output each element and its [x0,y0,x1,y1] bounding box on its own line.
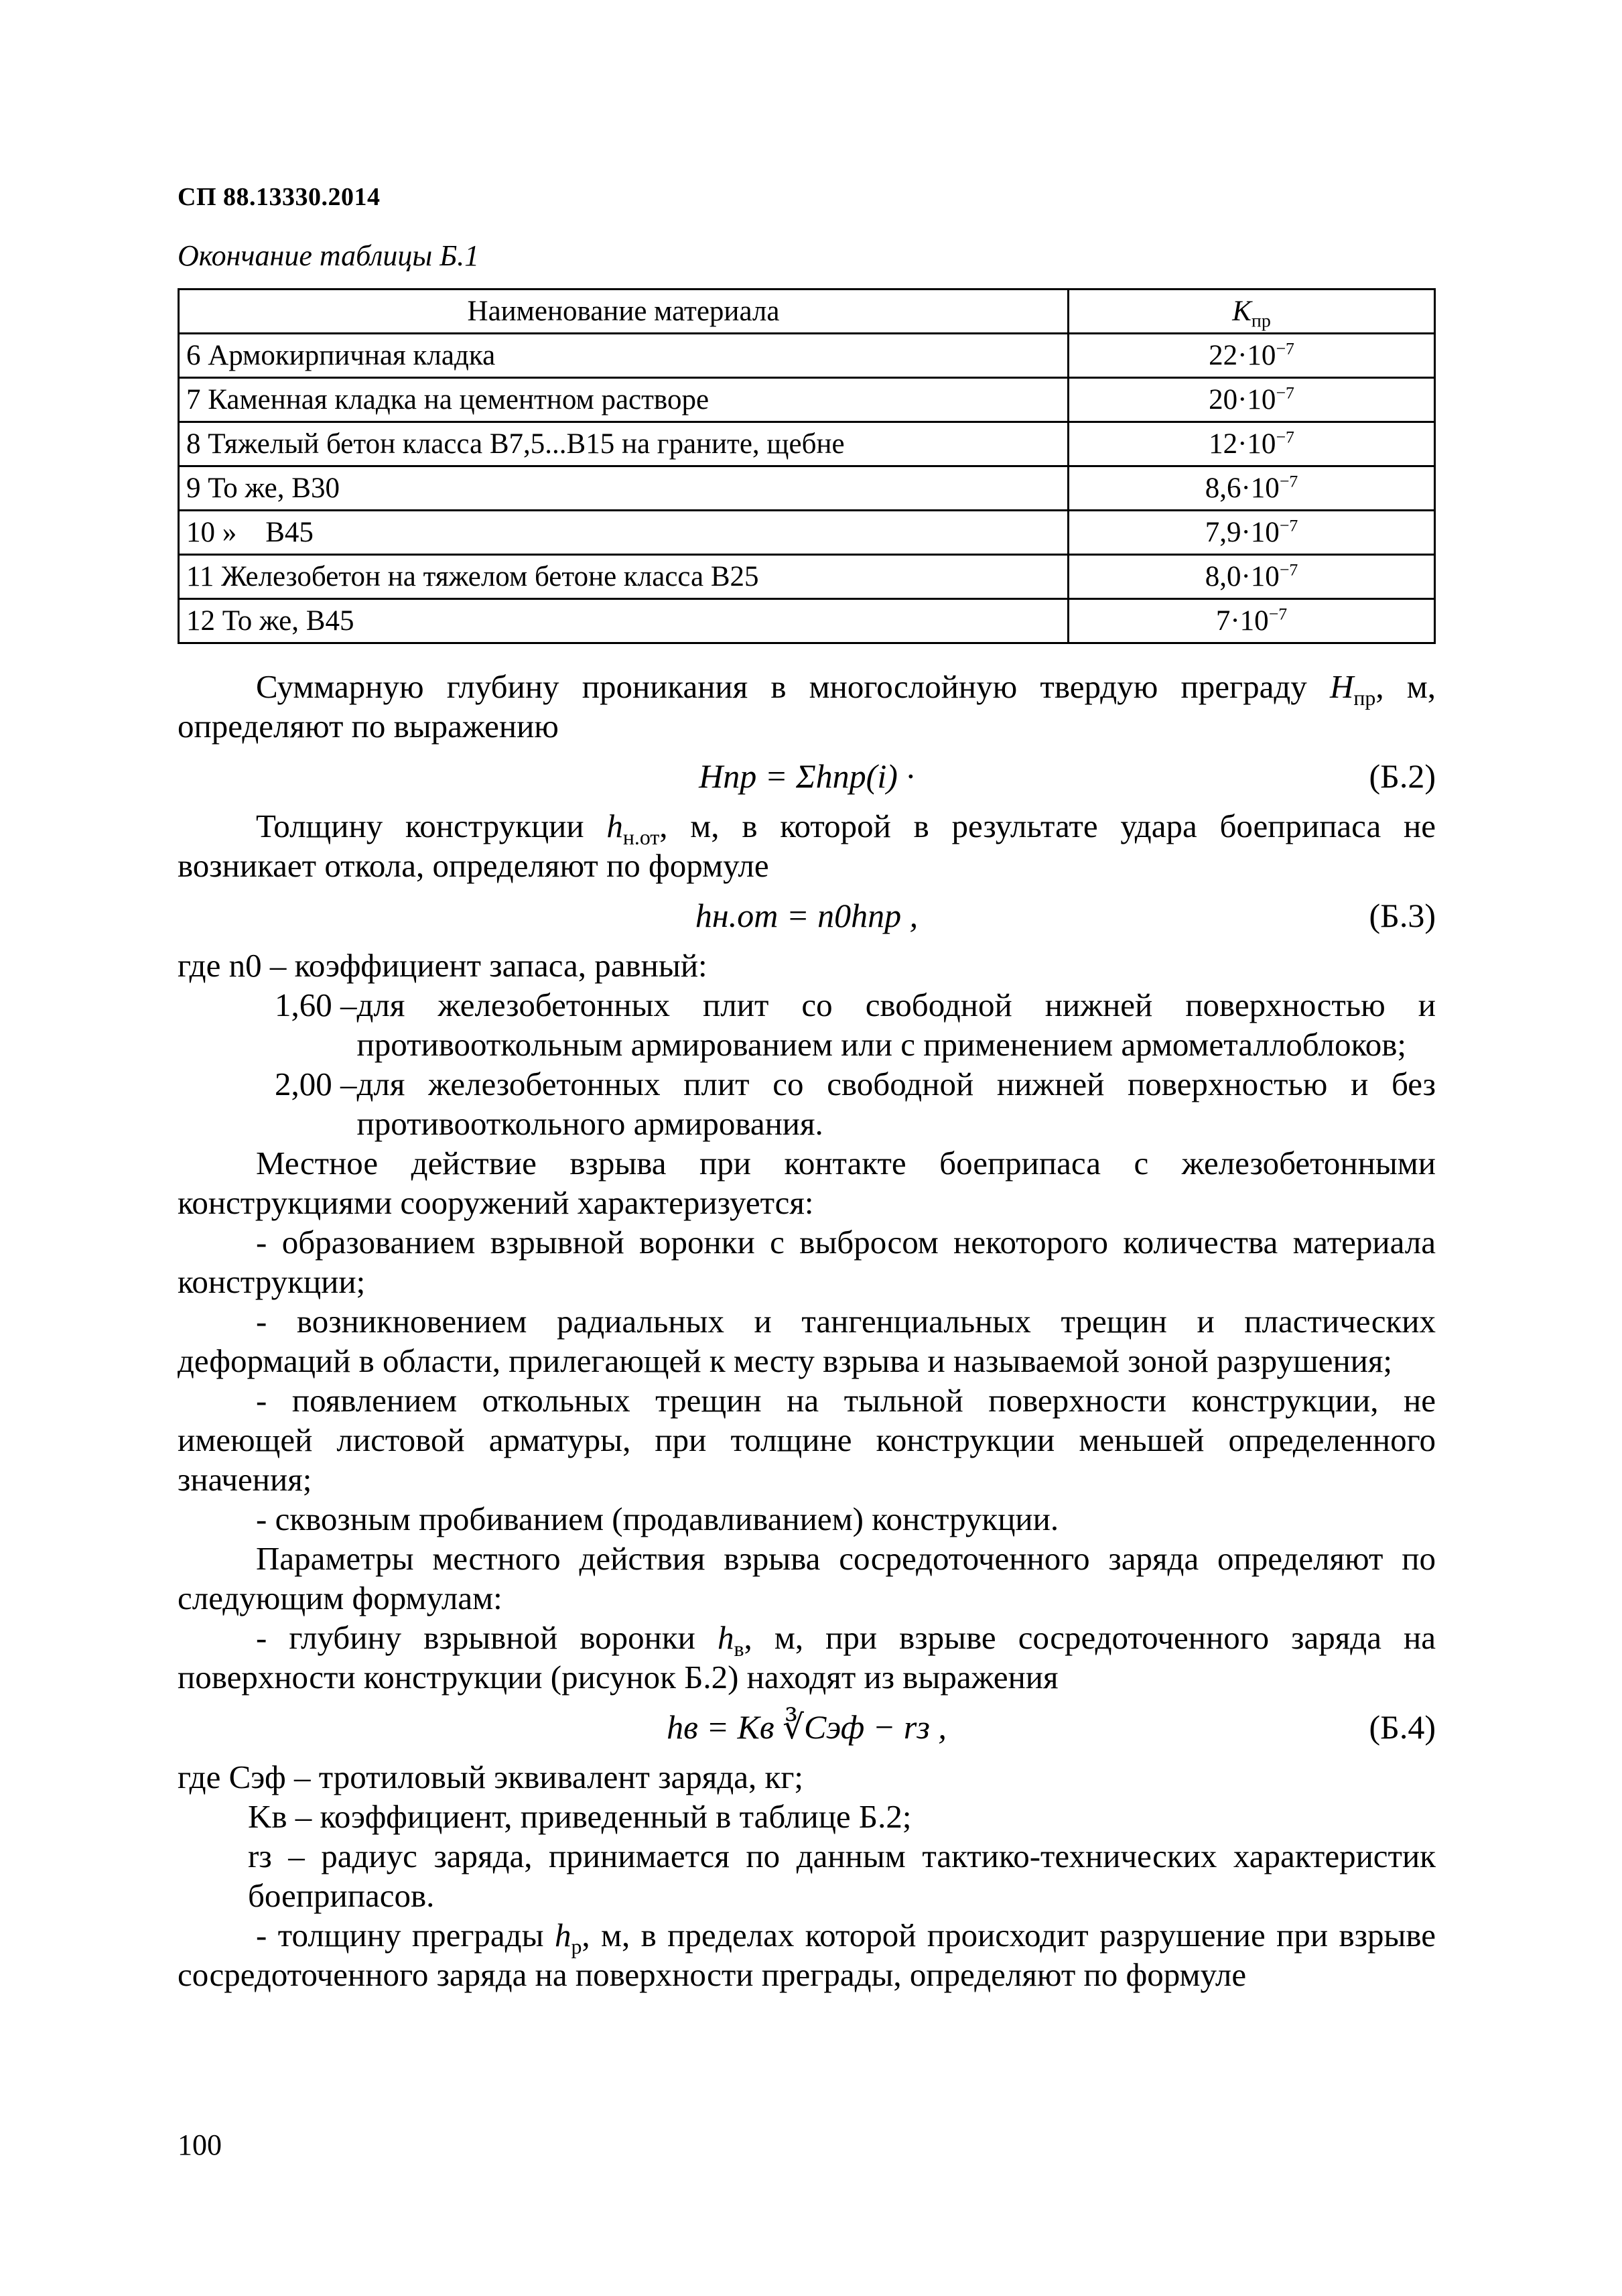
formula-b4 [178,1697,1436,1757]
document-code: СП 88.13330.2014 [178,183,381,211]
material-name: 9 То же, В30 [179,466,1069,511]
body-text [178,667,1436,1994]
formula-number: (Б.3) [1369,897,1436,934]
list-body: для железобетонных плит со свободной нижней поверхностью и без противооткольного армирования. [356,1066,1436,1142]
formula-number: (Б.4) [1369,1708,1436,1746]
material-name: 8 Тяжелый бетон класса В7,5...В15 на граните, щебне [179,422,1069,466]
material-name: 7 Каменная кладка на цементном растворе [179,378,1069,422]
table-row [179,511,1435,555]
where-clause: rз – радиус заряда, принимается по данным тактико-технических характеристик боеприпасов. [248,1838,1436,1914]
formula-expression: Hпр = Σhпр(i) · [699,757,915,795]
kpr-value: $20\cdot 10^{-7}$ [1069,378,1435,422]
paragraph: Суммарную глубину проникания в многослойную твердую преграду $H_{пр}$, м, определяют по выражению [178,668,1436,745]
formula-b3 [178,885,1436,946]
table-caption: Окончание таблицы Б.1 [178,239,480,272]
page-number: 100 [178,2128,222,2161]
formula-b2 [178,746,1436,806]
where-clause: где Cэф – тротиловый эквивалент заряда, кг; [178,1759,804,1795]
kpr-value: $12\cdot 10^{-7}$ [1069,422,1435,466]
paragraph: Местное действие взрыва при контакте боеприпаса с железобетонными конструкциями сооружений характеризуется: [178,1145,1436,1221]
list-term: 2,00 – [275,1066,357,1102]
column-header-material: Наименование материала [179,290,1069,334]
table-row [179,599,1435,643]
bullet-item: - толщину преграды $h_р$, м, в пределах которой происходит разрушение при взрыве сосредоточенного заряда на поверхности преграды, определяют по формуле [178,1917,1436,1993]
kpr-value: $8,0\cdot 10^{-7}$ [1069,555,1435,599]
bullet-item: - глубину взрывной воронки $h_в$, м, при взрыве сосредоточенного заряда на поверхности конструкции (рисунок Б.2) находят из выражения [178,1619,1436,1696]
bullet-item: - возникновением радиальных и тангенциальных трещин и пластических деформаций в области, прилегающей к месту взрыва и называемой зоной разрушения; [178,1303,1436,1379]
paragraph: Параметры местного действия взрыва сосредоточенного заряда определяют по следующим формулам: [178,1540,1436,1616]
formula-expression: hн.от = n0hпр , [695,897,919,934]
table-row [179,466,1435,511]
where-clause: Kв – коэффициент, приведенный в таблице Б.2; [248,1798,912,1835]
list-item [178,985,1436,1064]
bullet-item: - образованием взрывной воронки с выбросом некоторого количества материала конструкции; [178,1224,1436,1300]
kpr-value: $22\cdot 10^{-7}$ [1069,334,1435,378]
table-row [179,334,1435,378]
list-term: 1,60 – [275,986,357,1023]
bullet-item: - появлением откольных трещин на тыльной поверхности конструкции, не имеющей листовой арматуры, при толщине конструкции меньшей определенного значения; [178,1382,1436,1498]
kpr-value: $8,6\cdot 10^{-7}$ [1069,466,1435,511]
table-row [179,378,1435,422]
paragraph: Толщину конструкции $h_{н.от}$, м, в которой в результате удара боеприпаса не возникает откола, определяют по формуле [178,808,1436,884]
material-name: 12 То же, В45 [179,599,1069,643]
table-header-row [179,290,1435,334]
table-row [179,422,1435,466]
list-item [178,1064,1436,1143]
kpr-value: $7,9\cdot 10^{-7}$ [1069,511,1435,555]
formula-number: (Б.2) [1369,757,1436,795]
material-coefficient-table [178,288,1436,644]
formula-expression: hв = Kв ∛Cэф − rз , [667,1708,947,1746]
kpr-value: $7\cdot 10^{-7}$ [1069,599,1435,643]
where-clause: где n0 – коэффициент запаса, равный: [178,947,707,984]
list-body: для железобетонных плит со свободной нижней поверхностью и противооткольным армированием или с применением армометаллоблоков; [356,986,1436,1063]
material-name: 6 Армокирпичная кладка [179,334,1069,378]
column-header-kpr: $K_{пр}$ [1069,290,1435,334]
material-name: 10 » В45 [179,511,1069,555]
material-name: 11 Железобетон на тяжелом бетоне класса В25 [179,555,1069,599]
table-row [179,555,1435,599]
bullet-item: - сквозным пробиванием (продавливанием) конструкции. [256,1501,1059,1537]
